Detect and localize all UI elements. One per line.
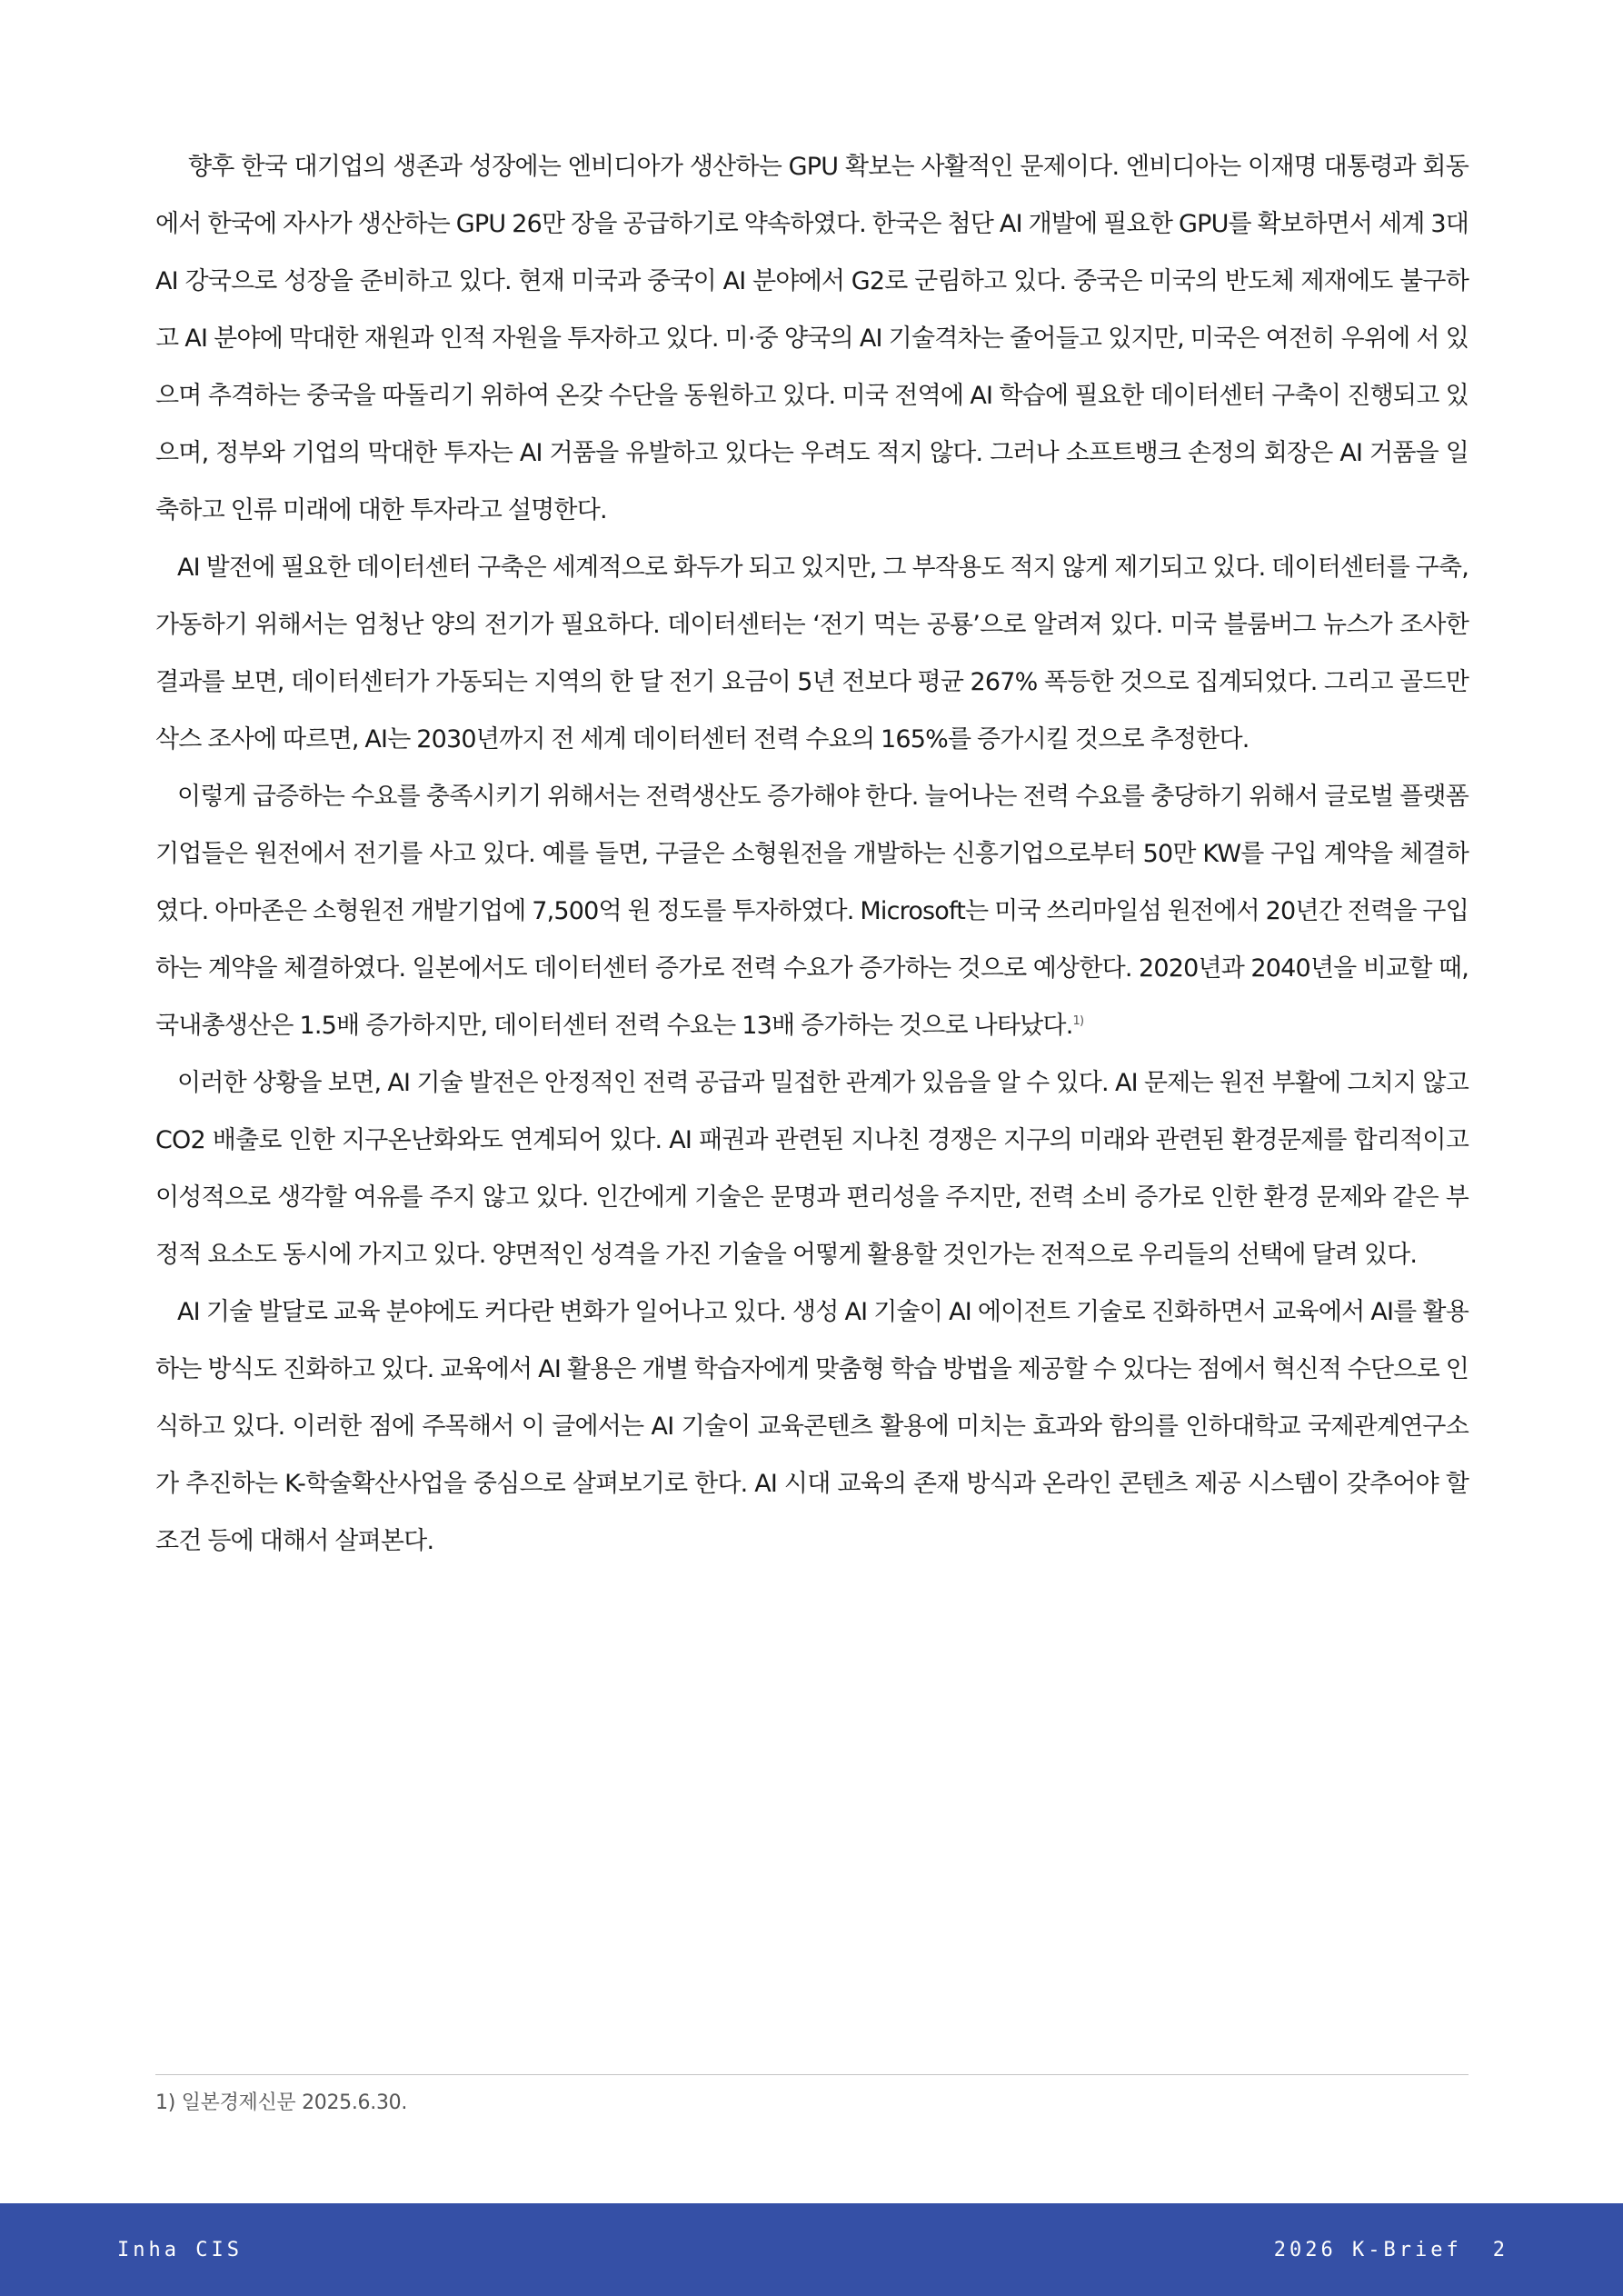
- paragraph-5: AI 기술 발달로 교육 분야에도 커다란 변화가 일어나고 있다. 생성 AI 기술이 AI 에이전트 기술로 진화하면서 교육에서 AI를 활용하는 방식도 진화하고 있다. 교육에서 AI 활용은 개별 학습자에게 맞춤형 학습 방법을 제공할 수 있다는 점에서 혁신적 수단으로 인식하고 있다. 이러한 점에 주목해서 이 글에서는 AI 기술이 교육콘텐츠 활용에 미치는 효과와 함의를 인하대학교 국제관계연구소가 추진하는 K-학술확산사업을 중심으로 살펴보기로 한다. AI 시대 교육의 존재 방식과 온라인 콘텐츠 제공 시스템이 갖추어야 할 조건 등에 대해서 살펴본다.: [155, 1298, 1469, 1555]
- paragraph-4: 이러한 상황을 보면, AI 기술 발전은 안정적인 전력 공급과 밀접한 관계가 있음을 알 수 있다. AI 문제는 원전 부활에 그치지 않고 CO2 배출로 인한 지구온난화와도 연계되어 있다. AI 패권과 관련된 지나친 경쟁은 지구의 미래와 관련된 환경문제를 합리적이고 이성적으로 생각할 여유를 주지 않고 있다. 인간에게 기술은 문명과 편리성을 주지만, 전력 소비 증가로 인한 환경 문제와 같은 부정적 요소도 동시에 가지고 있다. 양면적인 성격을 가진 기술을 어떻게 활용할 것인가는 전적으로 우리들의 선택에 달려 있다.: [155, 1069, 1469, 1269]
- page-number: 2: [1492, 2239, 1508, 2261]
- footnote-divider: [155, 2074, 1469, 2075]
- paragraph-3: [155, 768, 1469, 1054]
- paragraph-1: 향후 한국 대기업의 생존과 성장에는 엔비디아가 생산하는 GPU 확보는 사활적인 문제이다. 엔비디아는 이재명 대통령과 회동에서 한국에 자사가 생산하는 GPU 26만 장을 공급하기로 약속하였다. 한국은 첨단 AI 개발에 필요한 GPU를 확보하면서 세계 3대 AI 강국으로 성장을 준비하고 있다. 현재 미국과 중국이 AI 분야에서 G2로 군림하고 있다. 중국은 미국의 반도체 제재에도 불구하고 AI 분야에 막대한 재원과 인적 자원을 투자하고 있다. 미·중 양국의 AI 기술격차는 줄어들고 있지만, 미국은 여전히 우위에 서 있으며 추격하는 중국을 따돌리기 위하여 온갖 수단을 동원하고 있다. 미국 전역에 AI 학습에 필요한 데이터센터 구축이 진행되고 있으며, 정부와 기업의 막대한 투자는 AI 거품을 유발하고 있다는 우려도 적지 않다. 그러나 소프트뱅크 손정의 회장은 AI 거품을 일축하고 인류 미래에 대한 투자라고 설명한다.: [155, 153, 1469, 524]
- footnote-1: 1) 일본경제신문 2025.6.30.: [155, 2091, 408, 2114]
- paragraph-3-text: 이렇게 급증하는 수요를 충족시키기 위해서는 전력생산도 증가해야 한다. 늘어나는 전력 수요를 충당하기 위해서 글로벌 플랫폼 기업들은 원전에서 전기를 사고 있다. 예를 들면, 구글은 소형원전을 개발하는 신흥기업으로부터 50만 KW를 구입 계약을 체결하였다. 아마존은 소형원전 개발기업에 7,500억 원 정도를 투자하였다. Microsoft는 미국 쓰리마일섬 원전에서 20년간 전력을 구입하는 계약을 체결하였다. 일본에서도 데이터센터 증가로 전력 수요가 증가하는 것으로 예상한다. 2020년과 2040년을 비교할 때, 국내총생산은 1.5배 증가하지만, 데이터센터 전력 수요는 13배 증가하는 것으로 나타났다.: [155, 783, 1469, 1040]
- article-body: [155, 138, 1469, 1570]
- footnote-reference-1: 1): [1072, 1014, 1084, 1028]
- footer-publication-title: 2026 K-Brief: [1273, 2239, 1462, 2261]
- paragraph-2: AI 발전에 필요한 데이터센터 구축은 세계적으로 화두가 되고 있지만, 그 부작용도 적지 않게 제기되고 있다. 데이터센터를 구축, 가동하기 위해서는 엄청난 양의 전기가 필요하다. 데이터센터는 ‘전기 먹는 공룡’으로 알려져 있다. 미국 블룸버그 뉴스가 조사한 결과를 보면, 데이터센터가 가동되는 지역의 한 달 전기 요금이 5년 전보다 평균 267% 폭등한 것으로 집계되었다. 그리고 골드만삭스 조사에 따르면, AI는 2030년까지 전 세계 데이터센터 전력 수요의 165%를 증가시킬 것으로 추정한다.: [155, 554, 1469, 754]
- footer-right-group: [1274, 2238, 1508, 2263]
- page-footer: [0, 2203, 1623, 2296]
- footer-publisher: Inha CIS: [117, 2239, 243, 2261]
